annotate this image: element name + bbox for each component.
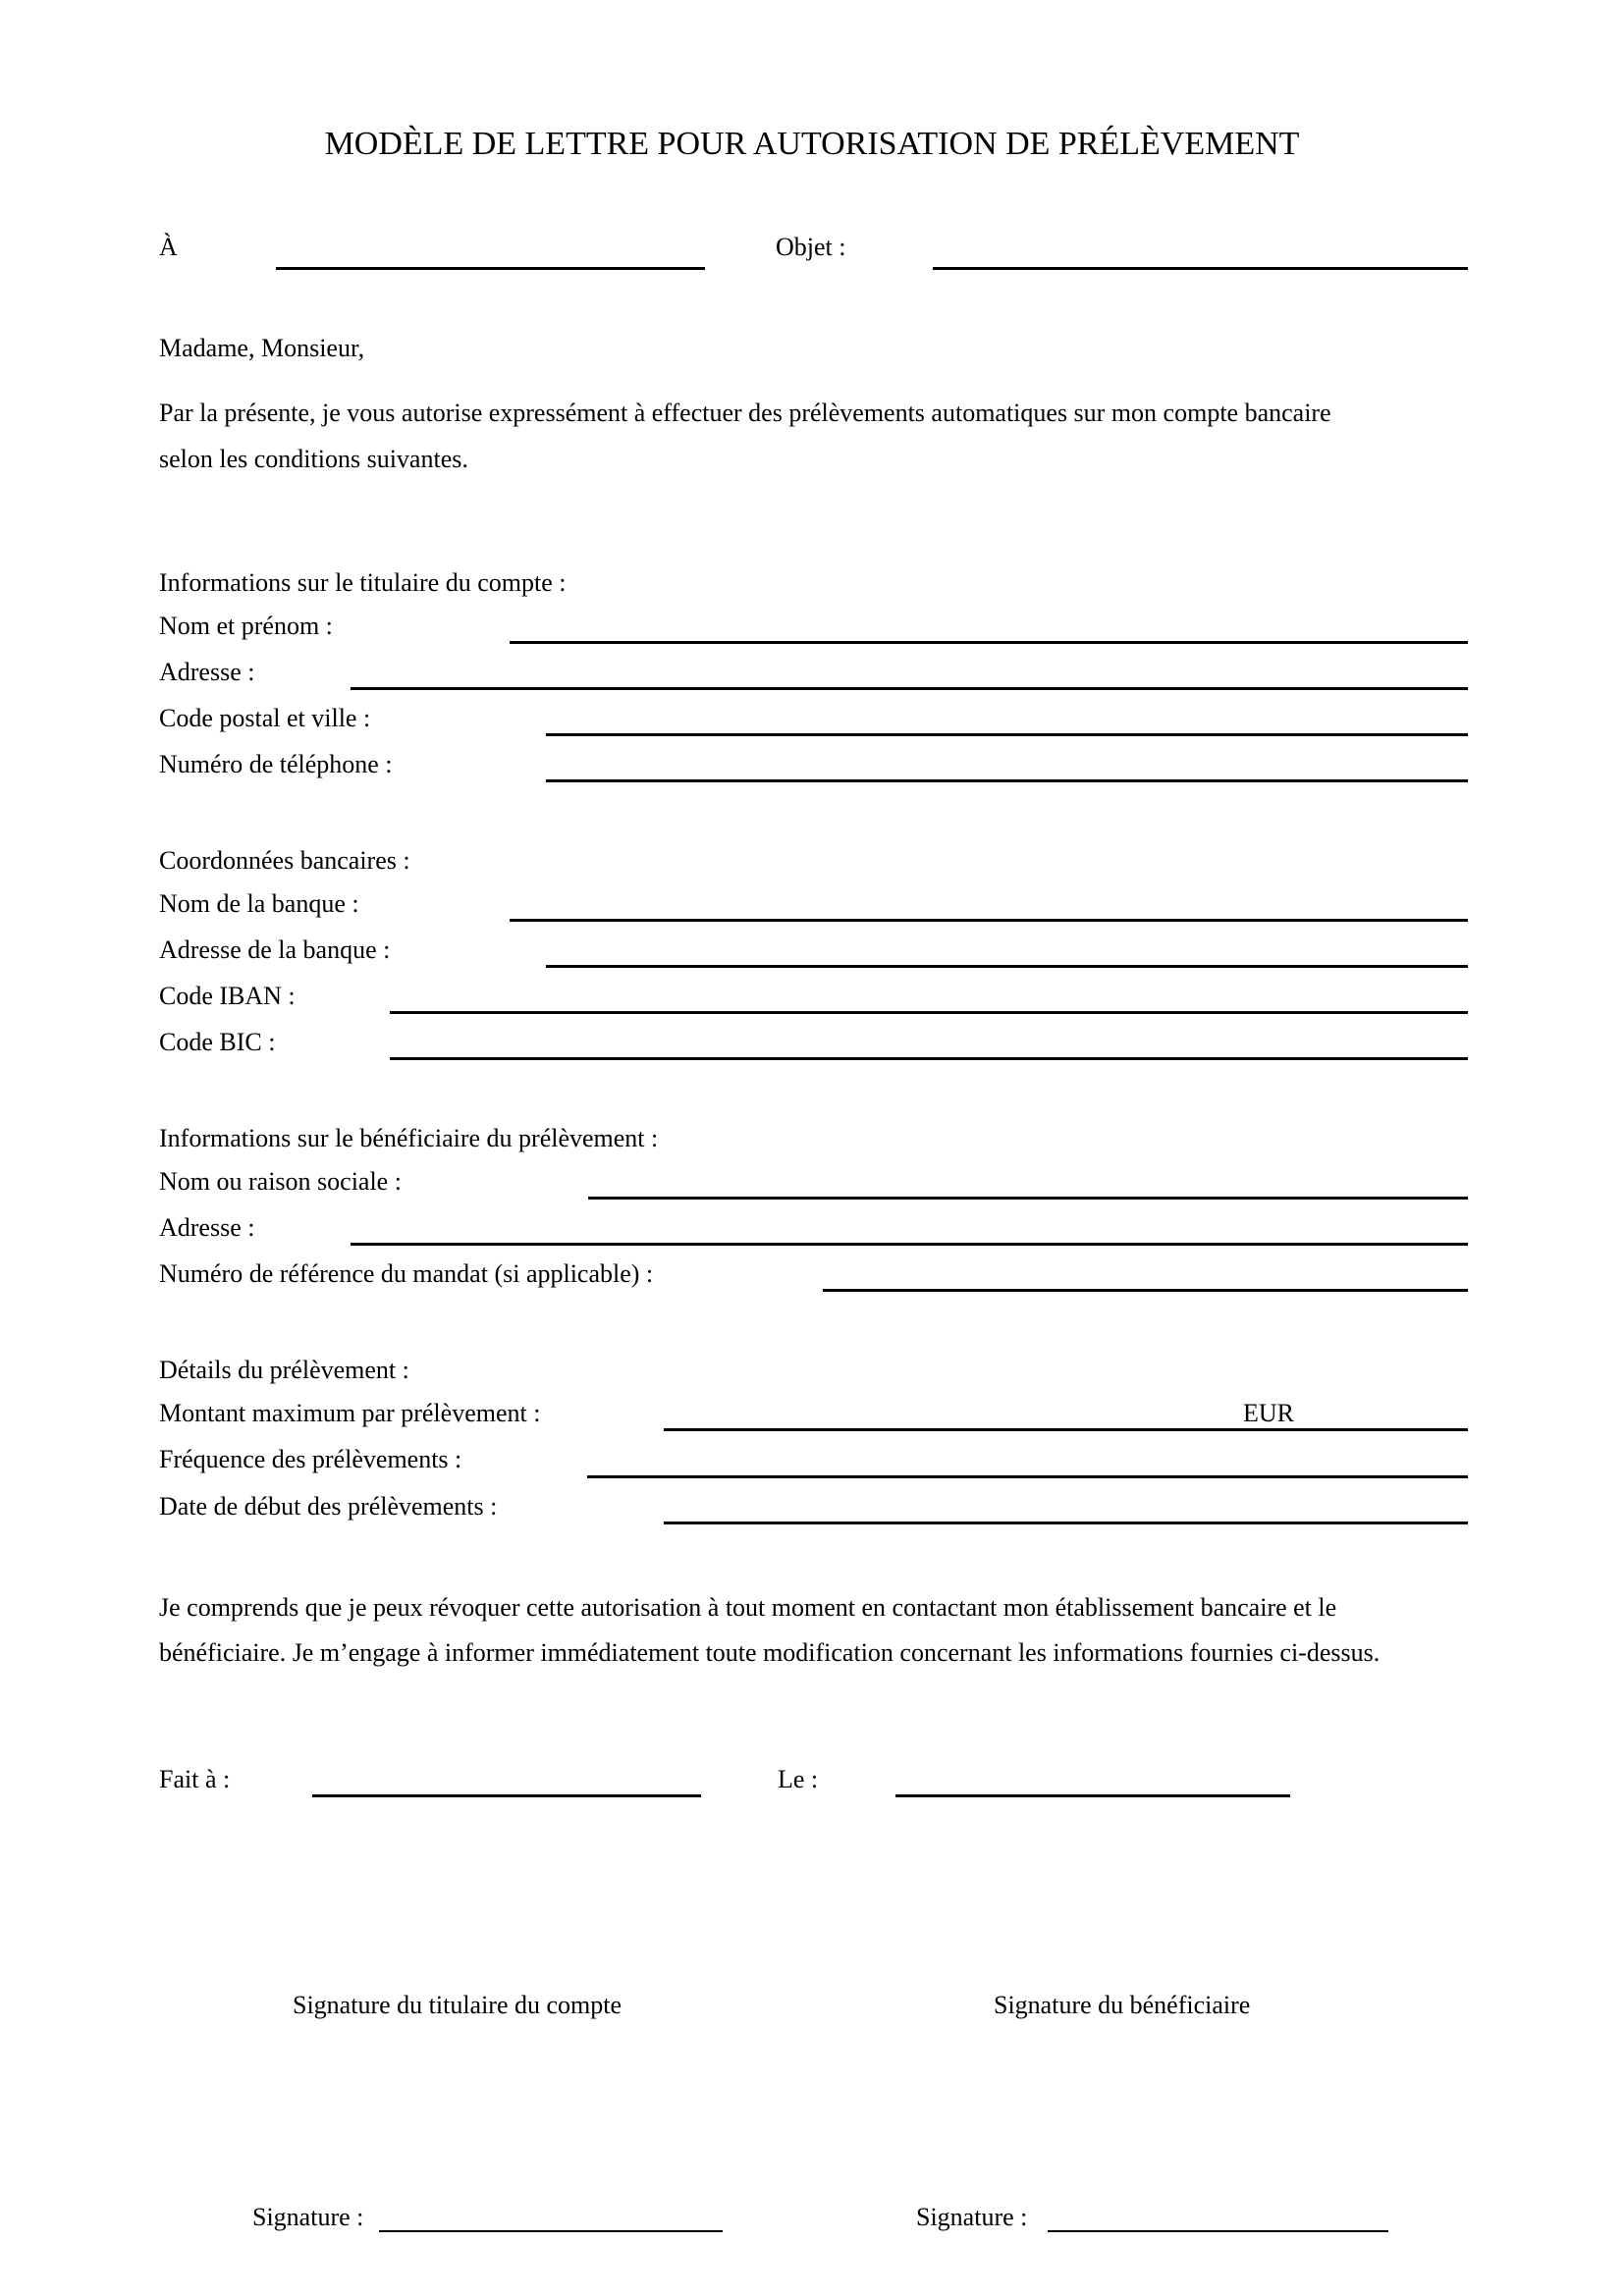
signature-right-line: [1048, 2230, 1388, 2232]
recipient-label: À: [159, 233, 178, 261]
start-date-line: [664, 1522, 1468, 1524]
beneficiary-name-line: [588, 1197, 1468, 1200]
start-date-label: Date de début des prélèvements :: [159, 1492, 498, 1521]
intro-paragraph-line-2: selon les conditions suivantes.: [159, 445, 468, 473]
iban-label: Code IBAN :: [159, 982, 296, 1010]
account-holder-name-label: Nom et prénom :: [159, 612, 333, 640]
date-label: Le :: [778, 1765, 819, 1793]
account-holder-postal-city-label: Code postal et ville :: [159, 704, 371, 732]
section-account-holder-heading: Informations sur le titulaire du compte :: [159, 568, 567, 597]
frequency-line: [587, 1475, 1468, 1478]
max-amount-line: [664, 1428, 1468, 1431]
beneficiary-address-label: Adresse :: [159, 1213, 255, 1242]
account-holder-address-label: Adresse :: [159, 658, 255, 686]
place-fill-line: [312, 1794, 701, 1797]
beneficiary-address-line: [351, 1243, 1468, 1246]
salutation: Madame, Monsieur,: [159, 334, 365, 362]
bank-name-line: [510, 919, 1468, 922]
section-bank-details-heading: Coordonnées bancaires :: [159, 846, 410, 875]
account-holder-phone-line: [546, 779, 1468, 782]
intro-paragraph-line-1: Par la présente, je vous autorise expressément à effectuer des prélèvements automatiques sur mon compte bancaire: [159, 399, 1331, 427]
mandate-reference-line: [823, 1289, 1468, 1292]
signature-left-line: [379, 2230, 723, 2232]
bank-address-label: Adresse de la banque :: [159, 935, 391, 964]
signature-right-label: Signature :: [916, 2203, 1028, 2231]
currency-label: EUR: [1243, 1399, 1294, 1427]
revocation-paragraph-line-1: Je comprends que je peux révoquer cette autorisation à tout moment en contactant mon établissement bancaire et le: [159, 1593, 1337, 1622]
beneficiary-name-label: Nom ou raison sociale :: [159, 1167, 402, 1196]
bic-label: Code BIC :: [159, 1028, 276, 1056]
recipient-fill-line: [276, 267, 705, 270]
signature-beneficiary-heading: Signature du bénéficiaire: [994, 1991, 1251, 2019]
place-label: Fait à :: [159, 1765, 231, 1793]
signature-left-label: Signature :: [252, 2203, 364, 2231]
section-debit-details-heading: Détails du prélèvement :: [159, 1356, 409, 1384]
section-beneficiary-heading: Informations sur le bénéficiaire du prélèvement :: [159, 1124, 659, 1152]
subject-fill-line: [933, 267, 1468, 270]
signature-account-holder-heading: Signature du titulaire du compte: [293, 1991, 623, 2019]
bic-line: [390, 1057, 1468, 1060]
max-amount-label: Montant maximum par prélèvement :: [159, 1399, 541, 1427]
date-fill-line: [895, 1794, 1290, 1797]
account-holder-name-line: [510, 641, 1468, 644]
iban-line: [390, 1011, 1468, 1014]
revocation-paragraph-line-2: bénéficiaire. Je m’engage à informer immédiatement toute modification concernant les informations fournies ci-dessus.: [159, 1638, 1380, 1667]
bank-address-line: [546, 965, 1468, 968]
account-holder-address-line: [351, 687, 1468, 690]
account-holder-phone-label: Numéro de téléphone :: [159, 750, 393, 778]
document-title: MODÈLE DE LETTRE POUR AUTORISATION DE PRÉLÈVEMENT: [324, 126, 1300, 162]
bank-name-label: Nom de la banque :: [159, 889, 359, 918]
account-holder-postal-city-line: [546, 733, 1468, 736]
subject-label: Objet :: [776, 233, 846, 261]
frequency-label: Fréquence des prélèvements :: [159, 1445, 462, 1473]
mandate-reference-label: Numéro de référence du mandat (si applicable) :: [159, 1259, 654, 1288]
